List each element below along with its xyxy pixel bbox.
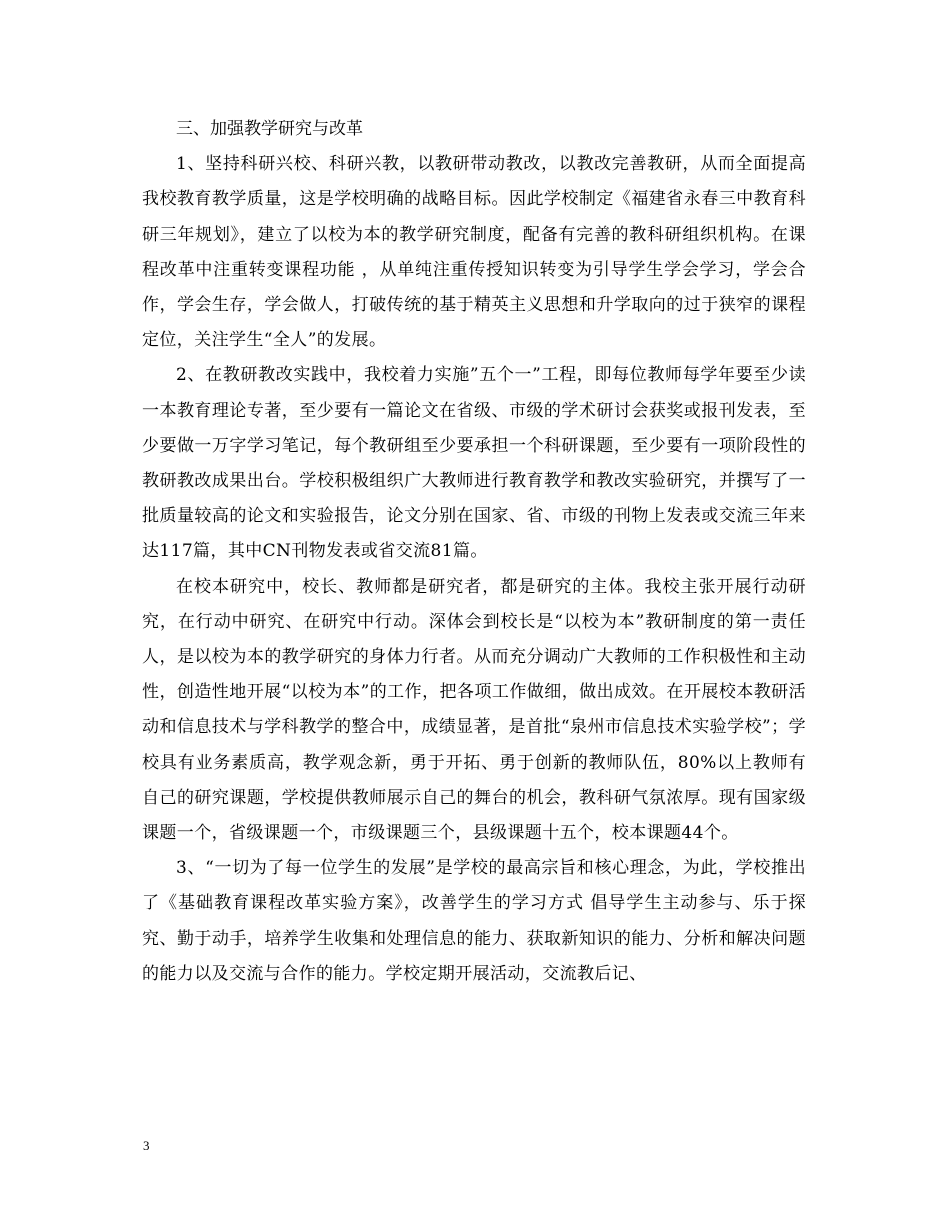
paragraph-1: 1、坚持科研兴校、科研兴教，以教研带动教改，以教改完善教研，从而全面提高我校教育教学质量，这是学校明确的战略目标。因此学校制定《福建省永春三中教育科研三年规划》，建立了以校为本的教学研究制度，配备有完善的教科研组织机构。在课程改革中注重转变课程功能 ，从单纯注重传授知识转变为引导学生学会学习，学会合作，学会生存，学会做人，打破传统的基于精英主义思想和升学取向的过于狭窄的课程定位，关注学生“全人”的发展。 xyxy=(142,154,806,351)
paragraph-2: 2、在教研教改实践中，我校着力实施”五个一”工程，即每位教师每学年要至少读一本教育理论专著，至少要有一篇论文在省级、市级的学术研讨会获奖或报刊发表，至少要做一万字学习笔记，每个教研组至少要承担一个科研课题，至少要有一项阶段性的教研教改成果出台。学校积极组织广大教师进行教育教学和教改实验研究，并撰写了一批质量较高的论文和实验报告，论文分别在国家、省、市级的刊物上发表或交流三年来达117篇，其中CN刊物发表或省交流81篇。 xyxy=(142,365,806,562)
document-body xyxy=(142,112,806,992)
page-number: 3 xyxy=(143,1138,150,1153)
paragraph-3: 在校本研究中，校长、教师都是研究者，都是研究的主体。我校主张开展行动研究，在行动中研究、在研究中行动。深体会到校长是“以校为本”教研制度的第一责任人，是以校为本的教学研究的身体力行者。从而充分调动广大教师的工作积极性和主动性，创造性地开展“以校为本”的工作，把各项工作做细，做出成效。在开展校本教研活动和信息技术与学科教学的整合中，成绩显著，是首批“泉州市信息技术实验学校”；学校具有业务素质高，教学观念新，勇于开拓、勇于创新的教师队伍，80%以上教师有自己的研究课题，学校提供教师展示自己的舞台的机会，教科研气氛浓厚。现有国家级课题一个，省级课题一个，市级课题三个，县级课题十五个，校本课题44个。 xyxy=(142,576,806,844)
paragraph-4: 3、“一切为了每一位学生的发展”是学校的最高宗旨和核心理念，为此，学校推出了《基础教育课程改革实验方案》，改善学生的学习方式 倡导学生主动参与、乐于探究、勤于动手，培养学生收集和处理信息的能力、获取新知识的能力、分析和解决问题的能力以及交流与合作的能力。学校定期开展活动，交流教后记、 xyxy=(142,858,806,984)
section-heading: 三、加强教学研究与改革 xyxy=(176,119,363,139)
